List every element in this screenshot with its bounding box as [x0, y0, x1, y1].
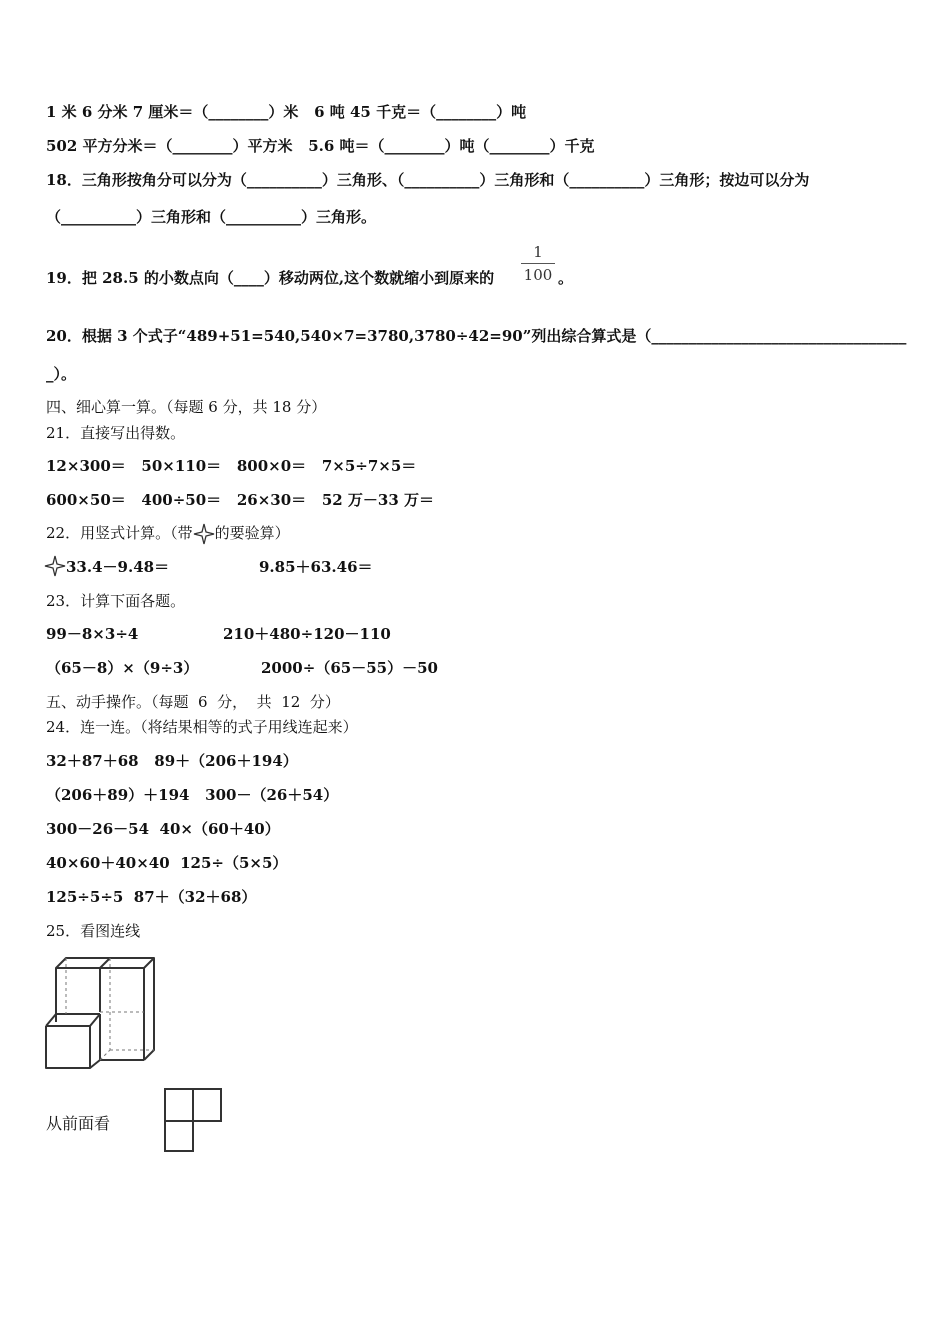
line-unit-conversion-2: 502 平方分米＝（________）平方米 5.6 吨＝（________）吨（________）千克 — [46, 137, 595, 155]
question-20-line-1: 20．根据 3 个式子“489+51=540,540×7=3780,3780÷42=90”列出综合算式是（__________________________________ — [46, 327, 907, 345]
question-19-end: 。 — [558, 269, 574, 287]
fraction-one-hundredth — [521, 243, 555, 284]
section-4-heading: 四、细心算一算。（每题 6 分，共 18 分） — [46, 398, 327, 416]
question-22-problem-2: 9.85＋63.46＝ — [259, 558, 373, 576]
fraction-denominator: 100 — [523, 266, 553, 284]
question-23-problem-2: 210＋480÷120－110 — [223, 625, 391, 643]
question-24: 24．连一连。（将结果相等的式子用线连起来） — [46, 718, 358, 736]
fraction-bar — [521, 263, 555, 264]
cube-stack-figure — [44, 952, 159, 1074]
question-23-problem-1: 99－8×3÷4 — [46, 625, 139, 643]
section-5-heading: 五、动手操作。（每题 6 分， 共 12 分） — [46, 693, 340, 711]
star-icon — [193, 523, 215, 545]
front-view-shape — [162, 1086, 226, 1154]
question-24-row-1: 32＋87＋68 89＋（206＋194） — [46, 752, 298, 770]
star-icon — [44, 555, 66, 577]
question-25: 25．看图连线 — [46, 922, 141, 940]
question-18-line-2: （__________）三角形和（__________）三角形。 — [46, 208, 377, 226]
question-24-row-4: 40×60＋40×40 125÷（5×5） — [46, 854, 288, 872]
line-unit-conversion-1: 1 米 6 分米 7 厘米＝（________）米 6 吨 45 千克＝（________）吨 — [46, 103, 527, 121]
fraction-numerator: 1 — [533, 243, 543, 261]
question-24-row-3: 300－26－54 40×（60＋40） — [46, 820, 280, 838]
question-19 — [46, 268, 494, 288]
question-20-line-2: _）。 — [46, 365, 77, 383]
question-23-problem-3: （65－8）×（9÷3） — [46, 659, 199, 677]
question-19-text: 19．把 28.5 的小数点向（____）移动两位,这个数就缩小到原来的 — [46, 269, 495, 287]
question-21-row-1: 12×300＝ 50×110＝ 800×0＝ 7×5÷7×5＝ — [46, 457, 417, 475]
question-18-line-1: 18．三角形按角分可以分为（__________）三角形、（__________）三角形和（__________）三角形；按边可以分为 — [46, 171, 810, 189]
question-23-problem-4: 2000÷（65－55）－50 — [261, 659, 438, 677]
question-24-row-5: 125÷5÷5 87＋（32＋68） — [46, 888, 257, 906]
question-22-text-a: 22．用竖式计算。（带 — [46, 524, 193, 542]
question-22-problem-1: 33.4－9.48＝ — [66, 558, 170, 576]
question-21: 21．直接写出得数。 — [46, 424, 186, 442]
question-22 — [46, 523, 290, 545]
question-21-row-2: 600×50＝ 400÷50＝ 26×30＝ 52 万－33 万＝ — [46, 491, 435, 509]
question-22-text-b: 的要验算） — [214, 524, 290, 542]
question-24-row-2: （206＋89）＋194 300－（26＋54） — [46, 786, 339, 804]
front-view-label: 从前面看 — [46, 1114, 111, 1133]
question-23: 23．计算下面各题。 — [46, 592, 186, 610]
